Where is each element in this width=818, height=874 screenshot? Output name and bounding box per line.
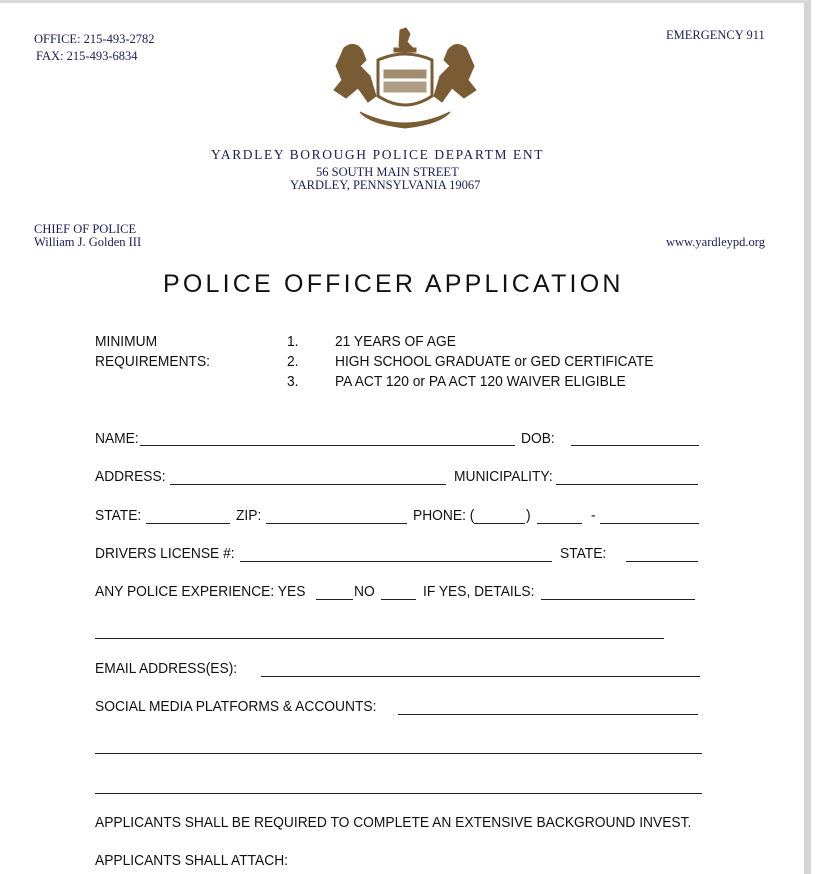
phone-line-field[interactable] <box>600 523 699 524</box>
emergency-number: EMERGENCY 911 <box>666 28 765 42</box>
background-notice: APPLICANTS SHALL BE REQUIRED TO COMPLETE AN EXTENSIVE BACKGROUND INVEST. <box>95 814 692 831</box>
details-label: IF YES, DETAILS: <box>423 583 535 600</box>
requirement-number: 2. <box>287 353 299 370</box>
drivers-license-field[interactable] <box>240 561 552 562</box>
experience-no-label: NO <box>354 583 375 600</box>
requirement-number: 3. <box>287 373 299 390</box>
social-media-label: SOCIAL MEDIA PLATFORMS & ACCOUNTS: <box>95 698 377 715</box>
email-field[interactable] <box>261 676 700 677</box>
requirement-item: PA ACT 120 or PA ACT 120 WAIVER ELIGIBLE <box>335 373 626 390</box>
city-address: YARDLEY, PENNSYLVANIA 19067 <box>290 178 481 192</box>
state-label: STATE: <box>95 507 142 524</box>
requirements-label: MINIMUM <box>95 333 158 350</box>
attachments-heading: APPLICANTS SHALL ATTACH: <box>95 852 288 869</box>
phone-paren: ) <box>526 507 531 524</box>
municipality-field[interactable] <box>556 484 698 485</box>
dob-label: DOB: <box>521 430 555 447</box>
social-media-field[interactable] <box>398 714 698 715</box>
phone-prefix-field[interactable] <box>537 523 582 524</box>
pennsylvania-seal-logo <box>320 26 490 132</box>
email-label: EMAIL ADDRESS(ES): <box>95 660 238 677</box>
website-link[interactable]: www.yardleypd.org <box>666 235 765 249</box>
fax-number: FAX: 215-493-6834 <box>36 49 138 63</box>
license-state-field[interactable] <box>626 561 698 562</box>
chief-name: William J. Golden III <box>34 235 142 249</box>
page-title: POLICE OFFICER APPLICATION <box>163 270 624 298</box>
dob-field[interactable] <box>571 445 699 446</box>
name-field[interactable] <box>140 445 515 446</box>
license-state-label: STATE: <box>560 545 607 562</box>
details-continuation-field[interactable] <box>95 638 664 639</box>
phone-area-code-field[interactable] <box>474 523 525 524</box>
experience-label: ANY POLICE EXPERIENCE: YES <box>95 583 306 600</box>
requirement-number: 1. <box>287 333 299 350</box>
social-media-continuation-field[interactable] <box>95 753 702 754</box>
name-label: NAME: <box>95 430 139 447</box>
zip-label: ZIP: <box>236 507 262 524</box>
phone-dash: - <box>591 507 596 524</box>
zip-field[interactable] <box>266 523 407 524</box>
experience-no-field[interactable] <box>381 599 416 600</box>
street-address: 56 SOUTH MAIN STREET <box>316 165 459 179</box>
experience-yes-field[interactable] <box>316 599 353 600</box>
department-name: YARDLEY BOROUGH POLICE DEPARTM ENT <box>211 147 545 162</box>
state-field[interactable] <box>146 523 230 524</box>
details-field[interactable] <box>541 599 695 600</box>
address-field[interactable] <box>170 484 446 485</box>
drivers-license-label: DRIVERS LICENSE #: <box>95 545 235 562</box>
phone-label: PHONE: ( <box>413 507 475 524</box>
address-label: ADDRESS: <box>95 468 166 485</box>
chief-title: CHIEF OF POLICE <box>34 222 137 236</box>
requirements-label: REQUIREMENTS: <box>95 353 211 370</box>
municipality-label: MUNICIPALITY: <box>454 468 553 485</box>
social-media-continuation-field[interactable] <box>95 793 702 794</box>
requirement-item: HIGH SCHOOL GRADUATE or GED CERTIFICATE <box>335 353 654 370</box>
requirement-item: 21 YEARS OF AGE <box>335 333 456 350</box>
office-phone: OFFICE: 215-493-2782 <box>34 32 155 46</box>
